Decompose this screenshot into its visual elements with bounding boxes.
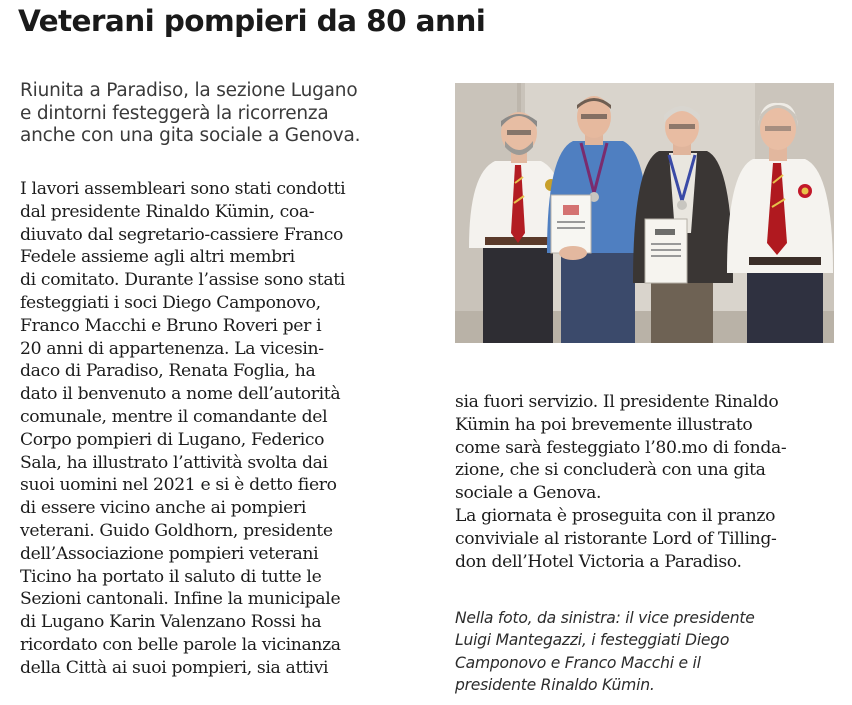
body-line: zione, che si concluderà con una gita — [455, 460, 766, 481]
body-line: sia fuori servizio. Il presidente Rinaldo — [455, 392, 779, 412]
subtitle-line: Riunita a Paradiso, la sezione Lugano — [20, 80, 358, 101]
article-headline: Veterani pompieri da 80 anni — [18, 4, 486, 38]
body-line: don dell’Hotel Victoria a Paradiso. — [455, 551, 742, 572]
body-line: 20 anni di appartenenza. La vicesin- — [20, 338, 324, 359]
body-line: conviviale al ristorante Lord of Tilling- — [455, 528, 777, 549]
body-line: comunale, mentre il comandante del — [20, 406, 328, 427]
body-line: Sezioni cantonali. Infine la municipale — [20, 589, 341, 610]
photo-caption — [455, 607, 847, 696]
article-subtitle — [20, 80, 440, 148]
body-line: dato il benvenuto a nome dell’autorità — [20, 384, 341, 405]
body-line: dell’Associazione pompieri veterani — [20, 543, 319, 564]
subtitle-line: anche con una gita sociale a Genova. — [20, 125, 361, 146]
article-body-right-column — [455, 391, 847, 573]
body-line: di comitato. Durante l’assise sono stati — [20, 270, 345, 291]
body-line: Sala, ha illustrato l’attività svolta dai — [20, 452, 328, 473]
body-line: della Città ai suoi pompieri, sia attivi — [20, 657, 329, 678]
caption-line: presidente Rinaldo Kümin. — [455, 675, 655, 694]
body-line: I lavori assembleari sono stati condotti — [20, 179, 346, 199]
body-line: daco di Paradiso, Renata Foglia, ha — [20, 361, 316, 382]
body-line: di Lugano Karin Valenzano Rossi ha — [20, 612, 322, 633]
body-line: suoi uomini nel 2021 e si è detto fiero — [20, 475, 337, 496]
subtitle-line: e dintorni festeggerà la ricorrenza — [20, 102, 329, 124]
body-line: Fedele assieme agli altri membri — [20, 247, 295, 268]
body-line: come sarà festeggiato l’80.mo di fonda- — [455, 437, 787, 458]
body-line: Ticino ha portato il saluto di tutte le — [20, 566, 322, 587]
body-line: La giornata è proseguita con il pranzo — [455, 505, 776, 526]
body-line: Kümin ha poi brevemente illustrato — [455, 414, 753, 435]
article-photo — [455, 83, 834, 343]
body-line: festeggiati i soci Diego Camponovo, — [20, 292, 321, 313]
caption-line: Luigi Mantegazzi, i festeggiati Diego — [455, 631, 730, 650]
body-line: dal presidente Rinaldo Kümin, coa- — [20, 201, 315, 222]
body-line: ricordato con belle parole la vicinanza — [20, 634, 341, 655]
caption-line: Camponovo e Franco Macchi e il — [455, 653, 701, 672]
body-line: Corpo pompieri di Lugano, Federico — [20, 429, 325, 450]
body-line: veterani. Guido Goldhorn, presidente — [20, 520, 333, 541]
body-line: sociale a Genova. — [455, 483, 602, 504]
caption-line: Nella foto, da sinistra: il vice presidente — [455, 609, 755, 627]
body-line: diuvato dal segretario-cassiere Franco — [20, 224, 344, 245]
body-line: di essere vicino anche ai pompieri — [20, 498, 306, 519]
article-body-left-column — [20, 178, 440, 680]
body-line: Franco Macchi e Bruno Roveri per i — [20, 315, 322, 336]
